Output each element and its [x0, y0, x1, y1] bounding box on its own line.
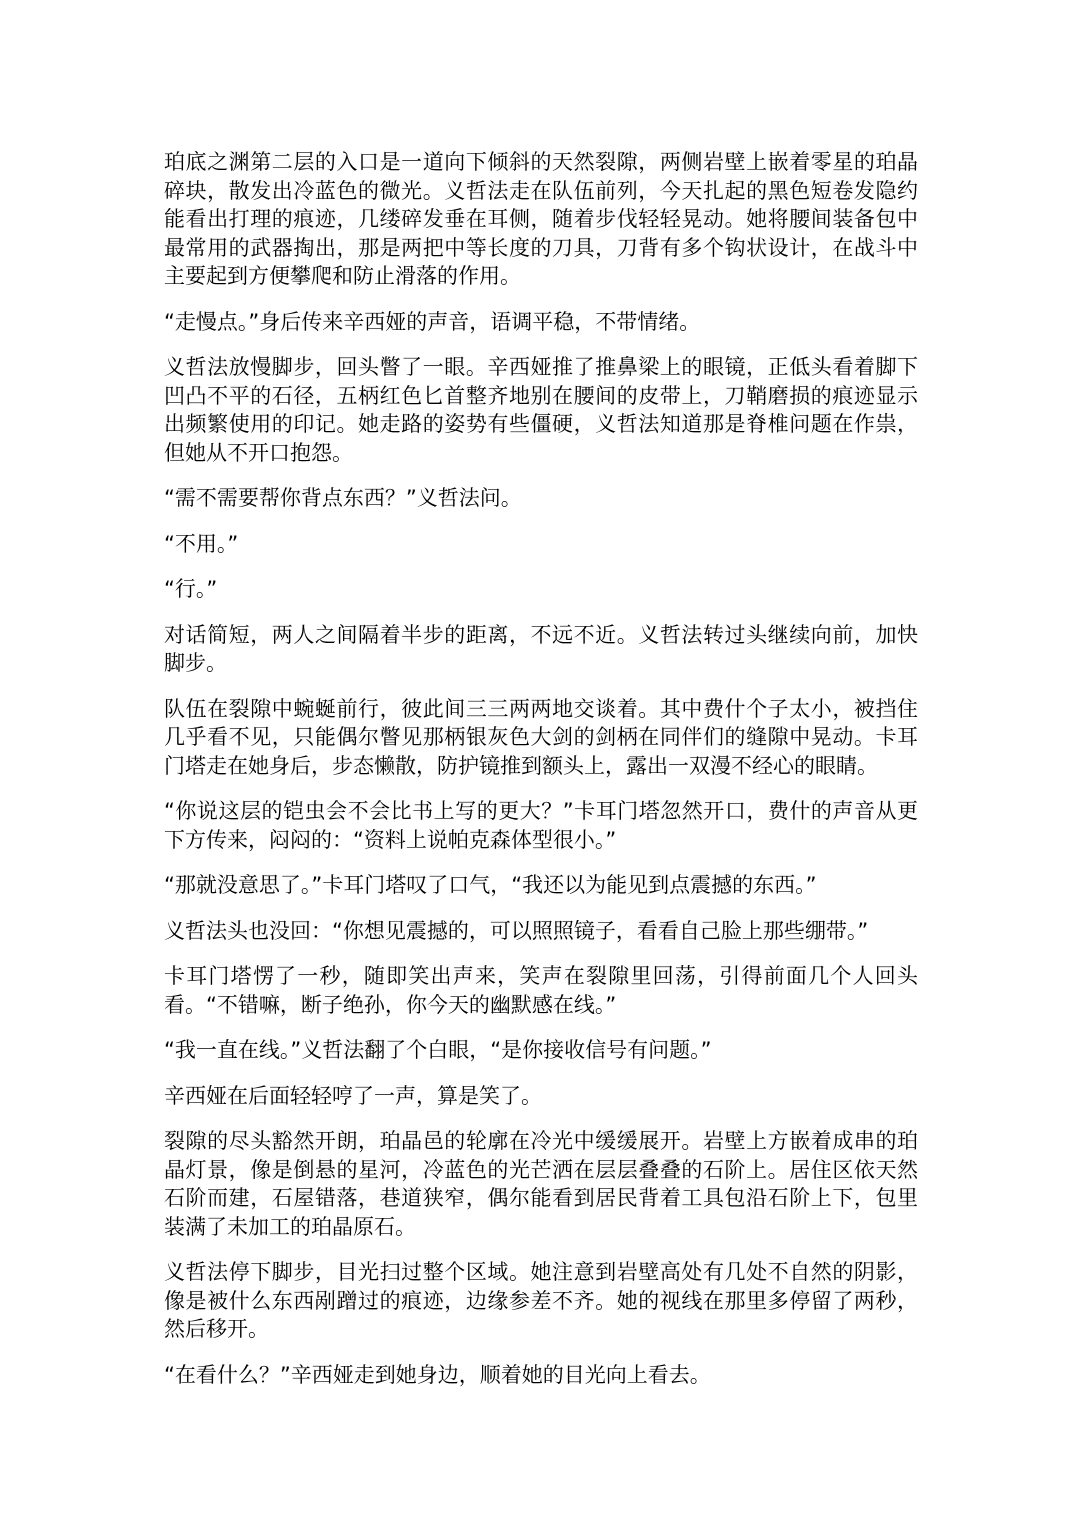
paragraph: “那就没意思了。”卡耳门塔叹了口气，“我还以为能见到点震撼的东西。” — [164, 873, 817, 897]
paragraph: “不用。” — [164, 531, 239, 556]
paragraph: 辛西娅在后面轻轻哼了一声，算是笑了。 — [164, 1083, 542, 1108]
paragraph: 义哲法停下脚步，目光扫过整个区域。她注意到岩壁高处有几处不自然的阴影，像是被什么东西剐蹭过的痕迹，边缘参差不齐。她的视线在那里多停留了两秒，然后移开。 — [164, 1260, 918, 1341]
paragraph: 裂隙的尽头豁然开朗，珀晶邑的轮廓在冷光中缓缓展开。岩壁上方嵌着成串的珀晶灯景，像是倒悬的星河，冷蓝色的光芒洒在层层叠叠的石阶上。居住区依天然石阶而建，石屋错落，巷道狭窄，偶尔能看到居民背着工具包沿石阶上下，包里装满了未加工的珀晶原石。 — [164, 1129, 918, 1239]
paragraph: “在看什么？”辛西娅走到她身边，顺着她的目光向上看去。 — [164, 1362, 711, 1387]
paragraph: “你说这层的铠虫会不会比书上写的更大？”卡耳门塔忽然开口，费什的声音从更下方传来，闷闷的：“资料上说帕克森体型很小。” — [164, 799, 918, 852]
paragraph: 义哲法头也没回：“你想见震撼的，可以照照镜子，看看自己脸上那些绷带。” — [164, 918, 869, 943]
paragraph: “需不需要帮你背点东西？”义哲法问。 — [164, 486, 522, 510]
paragraph: 卡耳门塔愣了一秒，随即笑出声来，笑声在裂隙里回荡，引得前面几个人回头看。“不错嘛，断子绝孙，你今天的幽默感在线。” — [164, 964, 918, 1017]
paragraph: “走慢点。”身后传来辛西娅的声音，语调平稳，不带情绪。 — [164, 309, 701, 334]
paragraph: 对话简短，两人之间隔着半步的距离，不远不近。义哲法转过头继续向前，加快脚步。 — [164, 622, 918, 675]
paragraph: 义哲法放慢脚步，回头瞥了一眼。辛西娅推了推鼻梁上的眼镜，正低头看着脚下凹凸不平的石径，五柄红色匕首整齐地别在腰间的皮带上，刀鞘磨损的痕迹显示出频繁使用的印记。她走路的姿势有些僵硬，义哲法知道那是脊椎问题在作祟，但她从不开口抱怨。 — [164, 355, 918, 465]
document-body — [164, 148, 918, 1406]
paragraph: “我一直在线。”义哲法翻了个白眼，“是你接收信号有问题。” — [164, 1038, 712, 1062]
paragraph: “行。” — [164, 577, 218, 601]
paragraph: 队伍在裂隙中蜿蜒前行，彼此间三三两两地交谈着。其中费什个子太小，被挡住几乎看不见，只能偶尔瞥见那柄银灰色大剑的剑柄在同伴们的缝隙中晃动。卡耳门塔走在她身后，步态懒散，防护镜推到额头上，露出一双漫不经心的眼睛。 — [164, 696, 918, 778]
paragraph: 珀底之渊第二层的入口是一道向下倾斜的天然裂隙，两侧岩壁上嵌着零星的珀晶碎块，散发出冷蓝色的微光。义哲法走在队伍前列，今天扎起的黑色短卷发隐约能看出打理的痕迹，几缕碎发垂在耳侧，随着步伐轻轻晃动。她将腰间装备包中最常用的武器掏出，那是两把中等长度的刀具，刀背有多个钩状设计，在战斗中主要起到方便攀爬和防止滑落的作用。 — [164, 150, 918, 288]
